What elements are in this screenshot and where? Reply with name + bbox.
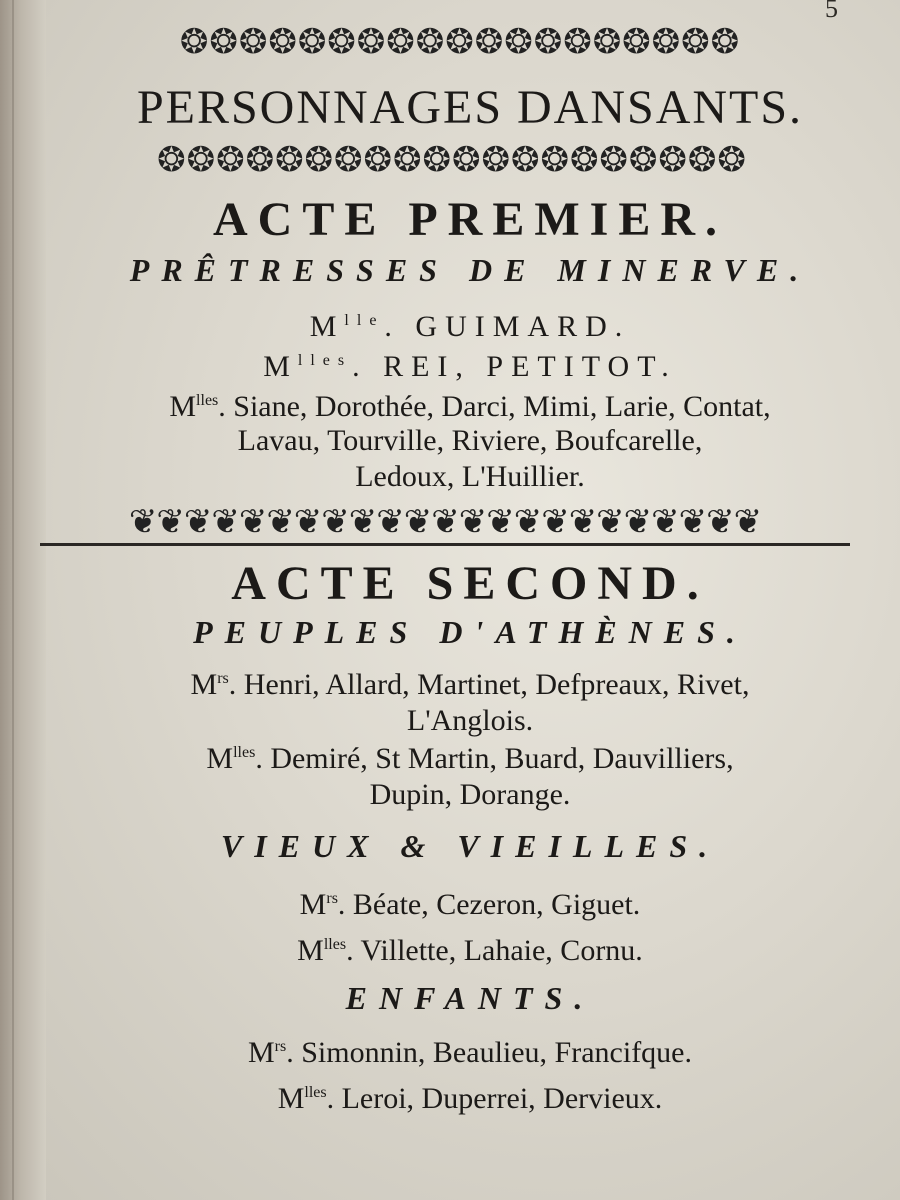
honorific-sup: lles [304, 1084, 327, 1101]
act-one-heading: ACTE PREMIER. [212, 193, 728, 246]
honorific-sup: rs [217, 670, 229, 687]
cast-names: . Siane, Dorothée, Darci, Mimi, Larie, Contat, [218, 390, 771, 423]
cast-names: L'Anglois. [406, 704, 534, 737]
binding-edge [12, 0, 14, 1200]
act-one-group-heading: PRÊTRESSES DE MINERVE. [129, 252, 811, 288]
cast-names: . GUIMARD. [384, 310, 631, 343]
cast-names: . Simonnin, Beaulieu, Francifque. [286, 1036, 692, 1069]
page-number: 5 [825, 0, 838, 23]
cast-line [80, 778, 860, 812]
cast-line [80, 1036, 860, 1070]
cast-names: . Demiré, St Martin, Buard, Dauvilliers, [255, 742, 734, 775]
honorific: M [299, 888, 327, 921]
honorific: M [297, 934, 324, 967]
cast-line [80, 668, 860, 702]
honorific-sup: rs [326, 890, 338, 907]
honorific-sup: lles [323, 936, 347, 953]
cast-line [80, 934, 860, 968]
cast-line [80, 1082, 860, 1116]
cast-line [80, 888, 860, 922]
honorific-sup: lles [297, 352, 353, 369]
honorific: M [263, 350, 298, 383]
cast-names: Ledoux, L'Huillier. [355, 460, 585, 493]
book-gutter [0, 0, 46, 1200]
cast-names: . Béate, Cezeron, Giguet. [337, 888, 641, 921]
honorific: M [190, 668, 218, 701]
honorific: M [277, 1082, 305, 1115]
act-two-group-heading: PEUPLES D'ATHÈNES. [193, 614, 747, 650]
vieux-group-heading: VIEUX & VIEILLES. [220, 828, 720, 864]
honorific-sup: rs [274, 1038, 287, 1055]
cast-names: Dupin, Dorange. [369, 778, 571, 811]
cast-names: . Villette, Lahaie, Cornu. [346, 934, 643, 967]
cast-names: . Henri, Allard, Martinet, Defpreaux, Rivet, [228, 668, 750, 701]
honorific: M [247, 1036, 275, 1069]
honorific-sup: lles [196, 392, 219, 409]
honorific: M [169, 390, 197, 423]
cast-names: . REI, PETITOT. [352, 350, 677, 383]
cast-line [80, 310, 860, 344]
cast-line [80, 742, 860, 776]
cast-line [80, 704, 860, 738]
page-title: PERSONNAGES DANSANTS. [136, 81, 804, 134]
honorific-sup: lle [344, 312, 385, 329]
honorific-sup: lles [233, 744, 256, 761]
ornament-band-top: ❂❂❂❂❂❂❂❂❂❂❂❂❂❂❂❂❂❂❂ [179, 24, 741, 61]
honorific: M [206, 742, 234, 775]
cast-line [80, 350, 860, 384]
cast-names: Lavau, Tourville, Riviere, Boufcarelle, [237, 424, 703, 457]
cast-line [80, 390, 860, 424]
honorific: M [309, 310, 345, 343]
act-two-heading: ACTE SECOND. [231, 557, 709, 610]
cast-names: . Leroi, Duperrei, Dervieux. [326, 1082, 663, 1115]
ornament-band-under-title: ❂❂❂❂❂❂❂❂❂❂❂❂❂❂❂❂❂❂❂❂ [157, 142, 747, 179]
cast-line [80, 460, 860, 494]
cast-line [80, 424, 860, 458]
ornament-band-acte-second: ❦❦❦❦❦❦❦❦❦❦❦❦❦❦❦❦❦❦❦❦❦❦❦ [40, 506, 850, 546]
enfants-group-heading: ENFANTS. [345, 980, 595, 1016]
